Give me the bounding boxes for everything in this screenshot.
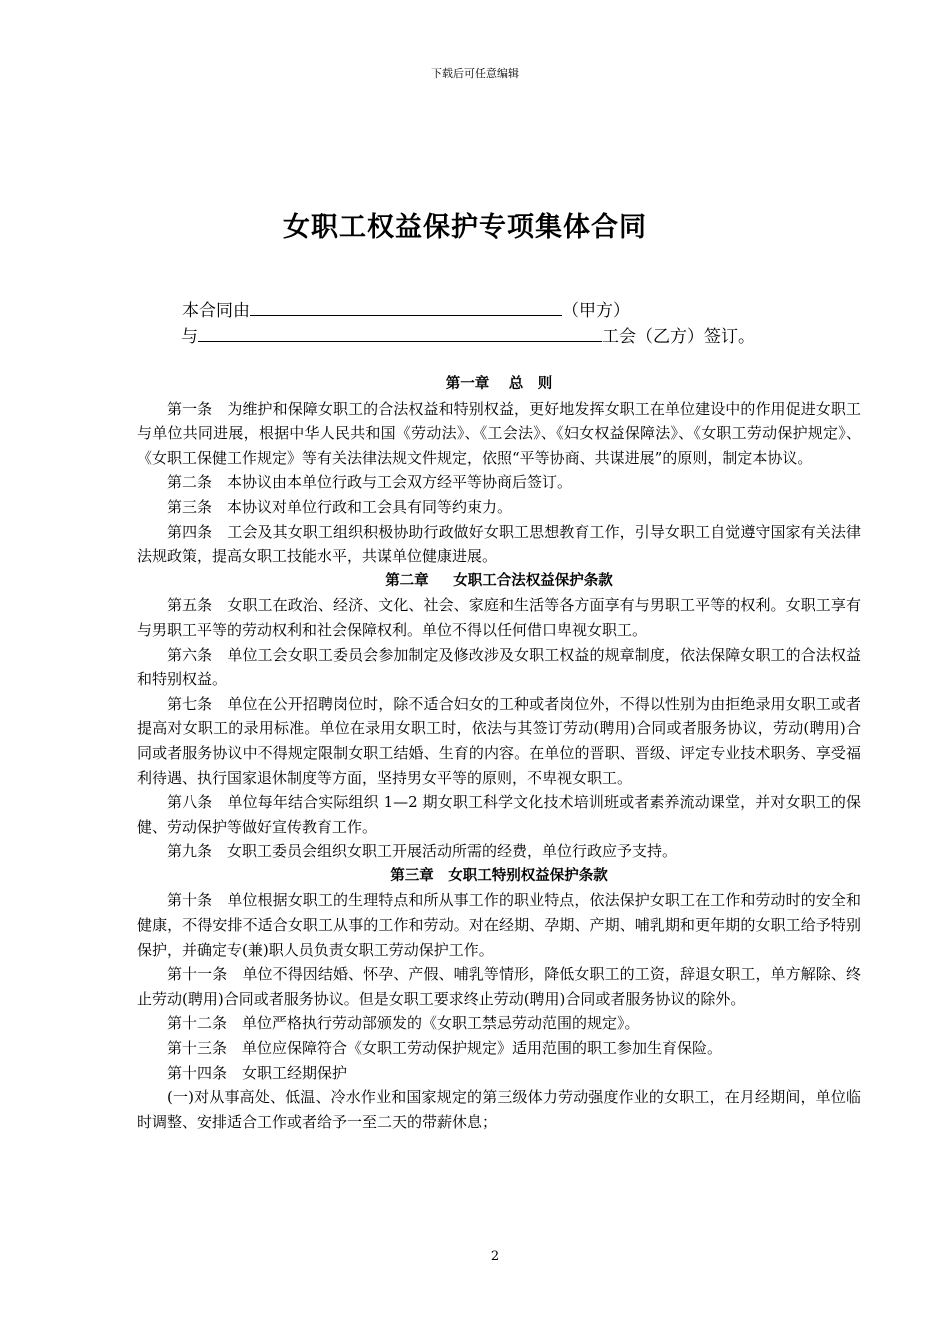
article-12: 第十二条 单位严格执行劳动部颁发的《女职工禁忌劳动范围的规定》。 bbox=[167, 1014, 640, 1033]
party-line-2-suffix: 工会（乙方）签订。 bbox=[602, 327, 755, 347]
article-4: 第四条 工会及其女职工组织积极协助行政做好女职工思想教育工作，引导女职工自觉遵守国家有关法律法规政策，提高女职工技能水平，共谋单位健康进展。 bbox=[137, 522, 861, 566]
party-line-1 bbox=[182, 298, 755, 324]
page-number: 2 bbox=[490, 1249, 500, 1264]
party-line-2-prefix: 与 bbox=[181, 327, 198, 347]
document-title: 女职工权益保护专项集体合同 bbox=[283, 212, 647, 243]
article-9: 第九条 女职工委员会组织女职工开展活动所需的经费，单位行政应予支持。 bbox=[167, 842, 678, 861]
chapter-heading: 第三章 女职工特别权益保护条款 bbox=[390, 867, 608, 884]
party-line-1-suffix: （甲方） bbox=[562, 301, 630, 321]
page-header: 下载后可任意编辑 bbox=[431, 67, 519, 80]
article-11: 第十一条 单位不得因结婚、怀孕、产假、哺乳等情形，降低女职工的工资，辞退女职工，单方解除、终止劳动(聘用)合同或者服务协议。但是女职工要求终止劳动(聘用)合同或者服务协议的除外。 bbox=[137, 965, 861, 1008]
article-3: 第三条 本协议对单位行政和工会具有同等约束力。 bbox=[167, 497, 513, 516]
article-5: 第五条 女职工在政治、经济、文化、社会、家庭和生活等各方面享有与男职工平等的权利。女职工享有与男职工平等的劳动权利和社会保障权利。单位不得以任何借口卑视女职工。 bbox=[137, 596, 861, 639]
article-8: 第八条 单位每年结合实际组织 1—2 期女职工科学文化技术培训班或者素养流动课堂，并对女职工的保健、劳动保护等做好宣传教育工作。 bbox=[137, 793, 861, 836]
article-10: 第十条 单位根据女职工的生理特点和所从事工作的职业特点，依法保护女职工在工作和劳动时的安全和健康，不得安排不适合女职工从事的工作和劳动。对在经期、孕期、产期、哺乳期和更年期的女职工给予特别保护，并确定专(兼)职人员负责女职工劳动保护工作。 bbox=[137, 891, 861, 959]
chapter-heading: 第二章 女职工合法权益保护条款 bbox=[385, 572, 613, 589]
article-1: 第一条 为维护和保障女职工的合法权益和特别权益，更好地发挥女职工在单位建设中的作用促进女职工与单位共同进展，根据中华人民共和国《劳动法》、《工会法》、《妇女权益保障法》、《女职工劳动保护规定》、《女职工保健工作规定》等有关法律法规文件规定，依照“平等协商、共谋进展”的原则，制定本协议。 bbox=[137, 399, 861, 467]
contract-parties bbox=[182, 298, 755, 350]
article-14: 第十四条 女职工经期保护 bbox=[167, 1063, 348, 1082]
party-line-1-prefix: 本合同由 bbox=[182, 301, 250, 321]
article-13: 第十三条 单位应保障符合《女职工劳动保护规定》适用范围的职工参加生育保险。 bbox=[167, 1039, 723, 1058]
article-2: 第二条 本协议由本单位行政与工会双方经平等协商后签订。 bbox=[167, 473, 573, 492]
party-b-blank bbox=[198, 327, 602, 342]
party-line-2 bbox=[181, 324, 755, 350]
contract-body bbox=[137, 372, 861, 1134]
chapter-heading: 第一章 总 则 bbox=[445, 376, 553, 392]
article-6: 第六条 单位工会女职工委员会参加制定及修改涉及女职工权益的规章制度，依法保障女职工的合法权益和特别权益。 bbox=[137, 645, 861, 689]
party-a-blank bbox=[250, 301, 562, 316]
article-14-item-1: (一)对从事高处、低温、冷水作业和国家规定的第三级体力劳动强度作业的女职工，在月经期间，单位临时调整、安排适合工作或者给予一至二天的带薪休息； bbox=[137, 1088, 861, 1131]
article-7: 第七条 单位在公开招聘岗位时，除不适合妇女的工种或者岗位外，不得以性别为由拒绝录用女职工或者提高对女职工的录用标准。单位在录用女职工时，依法与其签订劳动(聘用)合同或者服务协议，劳动(聘用)合同或者服务协议中不得规定限制女职工结婚、生育的内容。在单位的晋职、晋级、评定专业技术职务、享受福利待遇、执行国家退休制度等方面，坚持男女平等的原则，不卑视女职工。 bbox=[137, 694, 861, 787]
